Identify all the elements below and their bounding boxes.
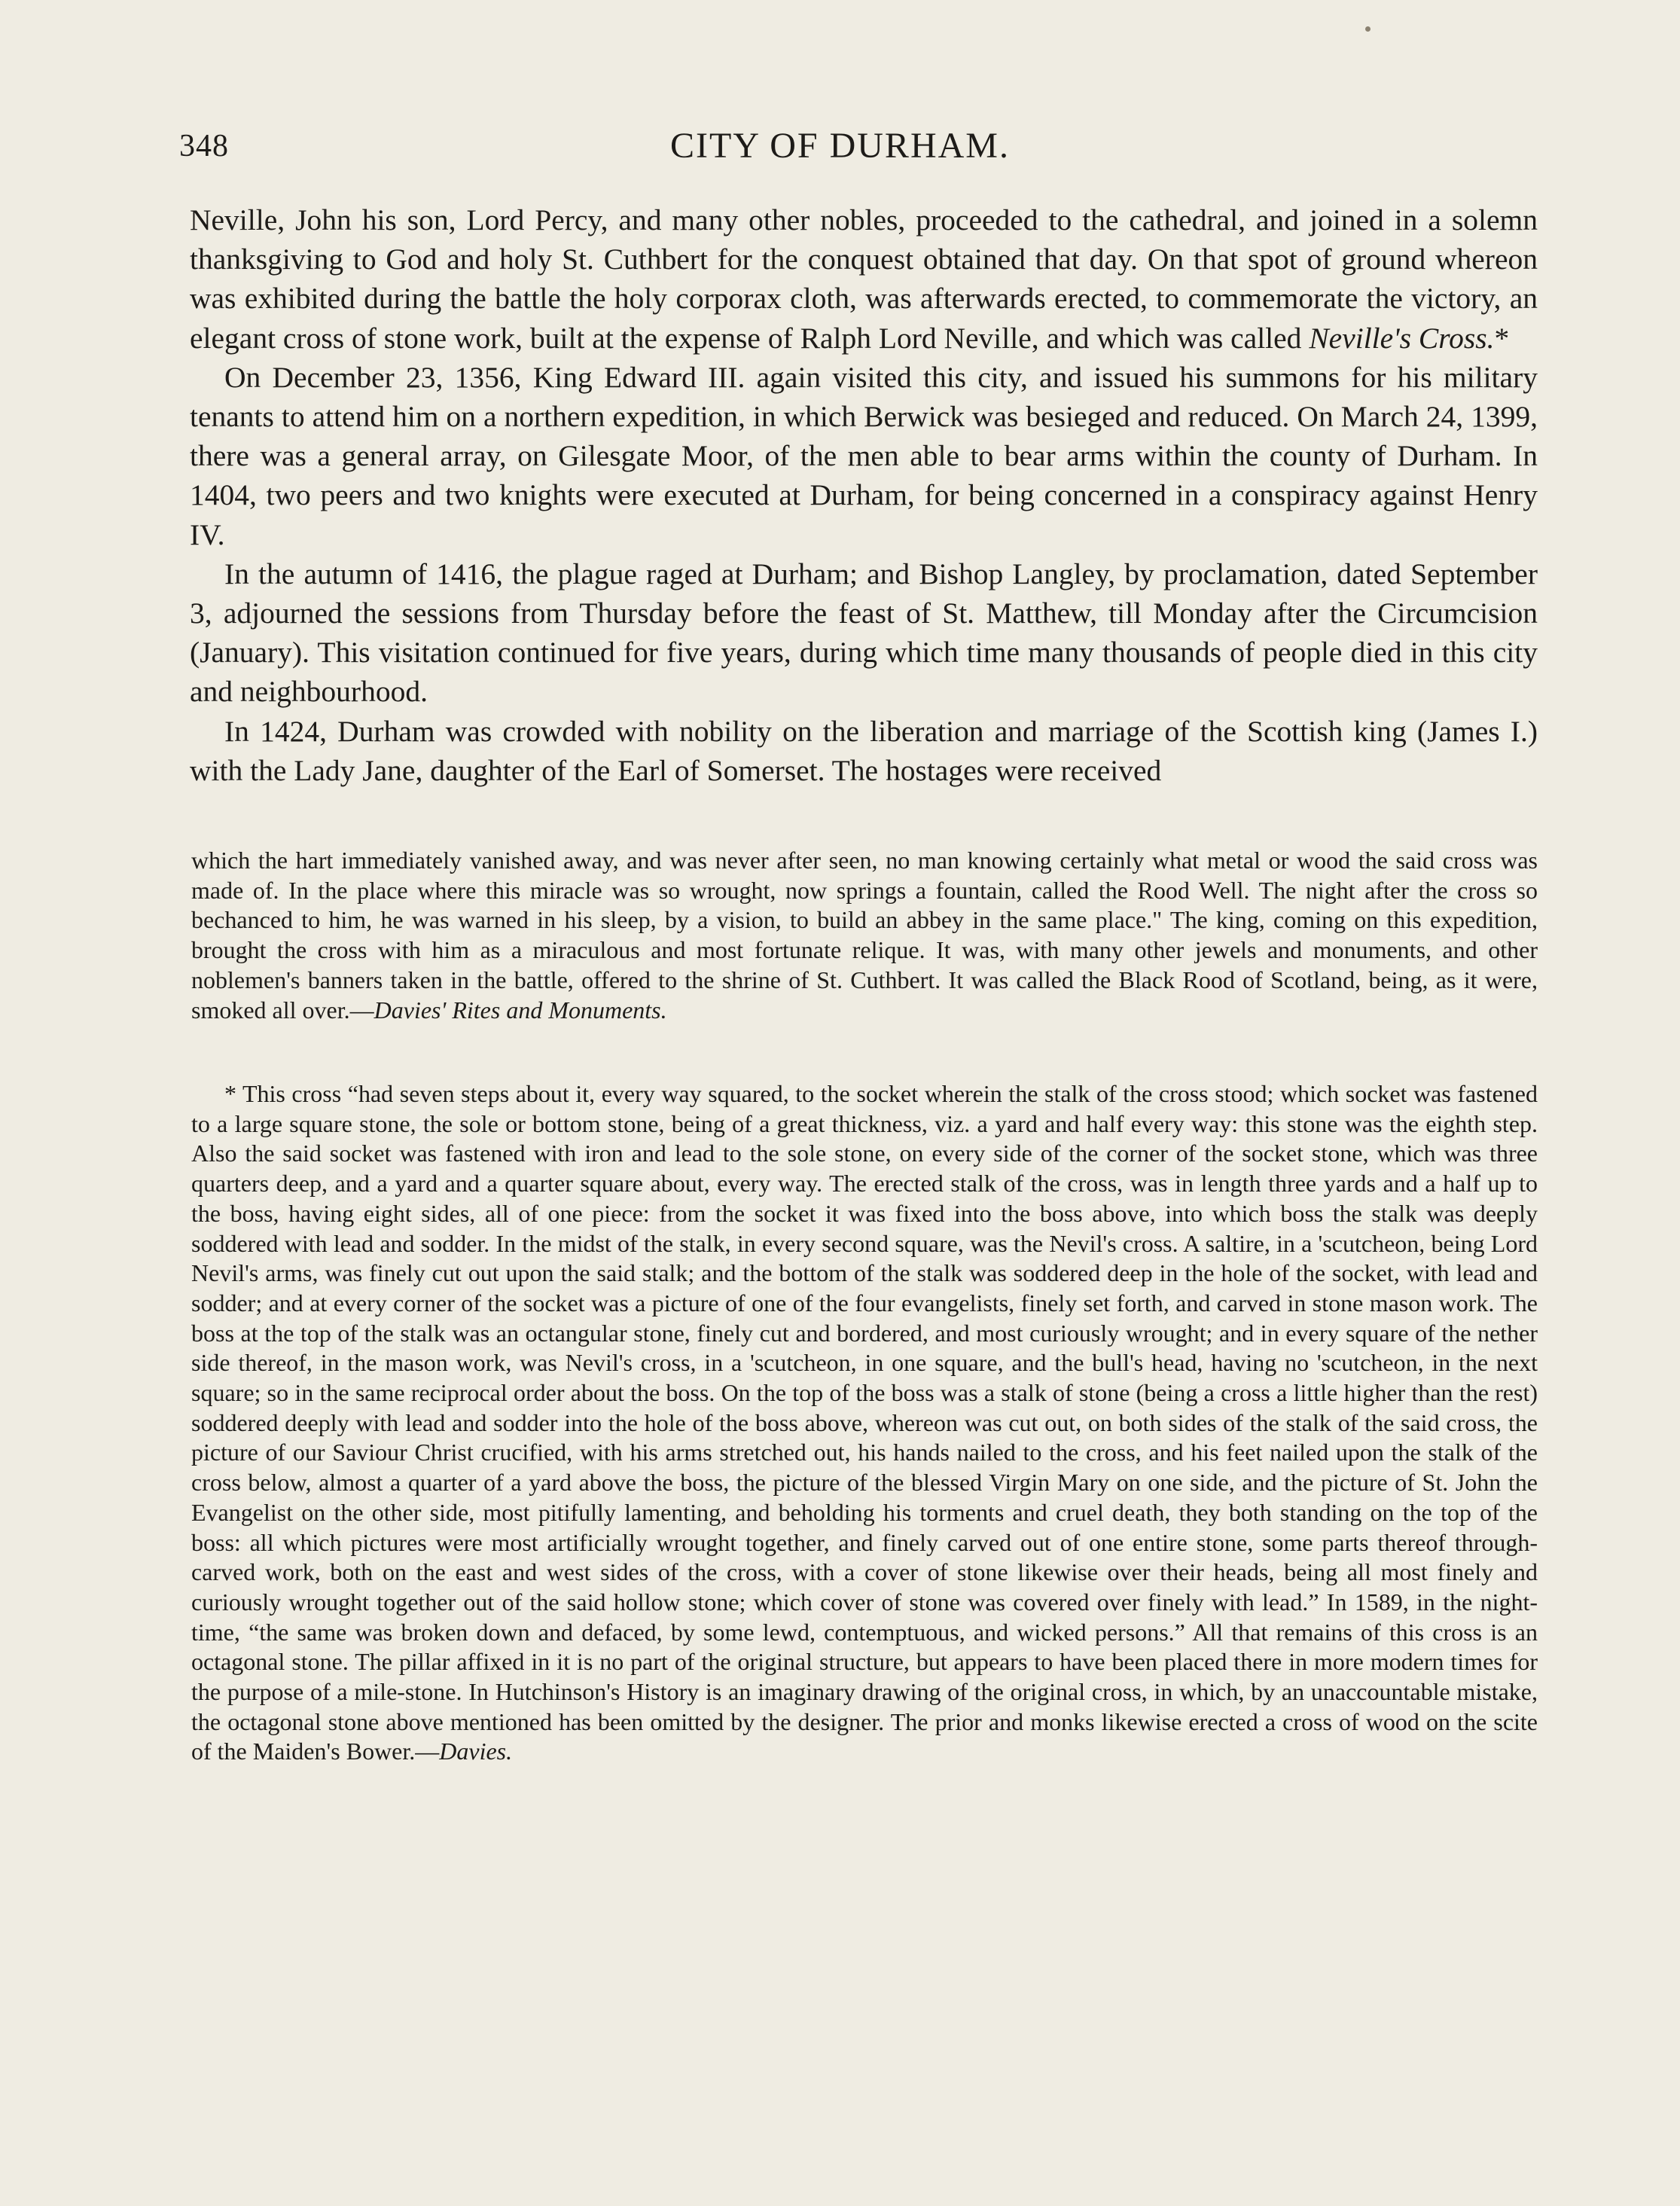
footnote-continued-text (191, 846, 1538, 1025)
paragraph-james-marriage: In 1424, Durham was crowded with nobility on the liberation and marriage of the Scottish king (James I.) with the Lady Jane, daughter of the Earl of Somerset. The hostages were received (190, 714, 1538, 787)
footnote-continued (191, 846, 1538, 1025)
footnote-mark: * (224, 1080, 236, 1107)
paragraph-edward-visit: On December 23, 1356, King Edward III. again visited this city, and issued his summons for his military tenants to attend him on a northern expedition, in which Berwick was besieged and reduced. On March 24, 1399, there was a general array, on Gilesgate Moor, of the men able to bear arms within the county of Durham. In 1404, two peers and two knights were executed at Durham, for being concerned in a conspiracy against Henry IV. (190, 360, 1538, 551)
main-text (190, 200, 1538, 790)
paragraph-plague: In the autumn of 1416, the plague raged at Durham; and Bishop Langley, by proclamation, dated September 3, adjourned the sessions from Thursday before the feast of St. Matthew, till Monday after the Circumcision (January). This visitation continued for five years, during which time many thousands of people died in this city and neighbourhood. (190, 557, 1538, 709)
footnote-source: Davies' Rites and Monuments. (374, 996, 667, 1024)
paragraph-neville-cross (190, 200, 1538, 358)
footnote-star-text (191, 1079, 1538, 1767)
neville-cross-italic: Neville's Cross. (1309, 321, 1495, 355)
running-head-title: CITY OF DURHAM. (670, 126, 1010, 166)
footnote-mark: * (1494, 321, 1510, 355)
page-number: 348 (179, 129, 229, 163)
footnote-text: which the hart immediately vanished away, and was never after seen, no man knowing certainly what metal or wood the said cross was made of. In the place where this miracle was so wrought, now springs a fountain, called the Rood Well. The night after the cross so bechanced to him, he was warned in his sleep, by a vision, to build an abbey in the same place." The king, coming on this expedition, brought the cross with him as a miraculous and most fortunate relique. It was, with many other jewels and monuments, and other noblemen's banners taken in the battle, offered to the shrine of St. Cuthbert. It was called the Black Rood of Scotland, being, as it were, smoked all over.— (191, 847, 1538, 1024)
paper-speck (1365, 26, 1371, 32)
footnote-star (191, 1079, 1538, 1767)
paragraph-text: Neville, John his son, Lord Percy, and many other nobles, proceeded to the cathedral, and joined in a solemn thanksgiving to God and holy St. Cuthbert for the conquest obtained that day. On that spot of ground whereon was exhibited during the battle the holy corporax cloth, was afterwards erected, to commemorate the victory, an elegant cross of stone work, built at the expense of Ralph Lord Neville, and which was called (190, 203, 1538, 355)
footnote-text: This cross “had seven steps about it, every way squared, to the socket wherein the stalk of the cross stood; which socket was fastened to a large square stone, the sole or bottom stone, being of a great thickness, viz. a yard and half every way: this stone was the eighth step. Also the said socket was fastened with iron and lead to the sole stone, on every side of the corner of the socket stone, which was three quarters deep, and a yard and a quarter square about, every way. The erected stalk of the cross, was in length three yards and a half up to the boss, having eight sides, all of one piece: from the socket it was fixed into the boss above, into which boss the stalk was deeply soddered with lead and sodder. In the midst of the stalk, in every second square, was the Nevil's cross. A saltire, in a 'scutcheon, being Lord Nevil's arms, was finely cut out upon the said stalk; and the bottom of the stalk was soddered deep in the hole of the socket, with lead and sodder; and at every corner of the socket was a picture of one of the four evangelists, finely set forth, and carved in stone mason work. The boss at the top of the stalk was an octangular stone, finely cut and bordered, and most curiously wrought; and in every square of the nether side thereof, in the mason work, was Nevil's cross, in a 'scutcheon, in one square, and the bull's head, having no 'scutcheon, in the next square; so in the same reciprocal order about the boss. On the top of the boss was a stalk of stone (being a cross a little higher than the rest) soddered deeply with lead and sodder into the hole of the boss above, whereon was cut out, on both sides of the stalk of the said cross, the picture of our Saviour Christ crucified, with his arms stretched out, his hands nailed to the cross, and his feet nailed upon the stalk of the cross below, almost a quarter of a yard above the boss, the picture of the blessed Virgin Mary on one side, and the picture of St. John the Evangelist on the other side, most pitifully lamenting, and beholding his torments and cruel death, they both standing on the top of the boss: all which pictures were most artificially wrought together, and finely carved out of one entire stone, some parts thereof through-carved work, both on the east and west sides of the cross, with a cover of stone likewise over their heads, being all most finely and curiously wrought together out of the said hollow stone; which cover of stone was covered over finely with lead.” In 1589, in the night-time, “the same was broken down and defaced, by some lewd, contemptuous, and wicked persons.” All that remains of this cross is an octagonal stone. The pillar affixed in it is no part of the original structure, but appears to have been placed there in more modern times for the purpose of a mile-stone. In Hutchinson's History is an imaginary drawing of the original cross, in which, by an unaccountable mistake, the octagonal stone above mentioned has been omitted by the designer. The prior and monks likewise erected a cross of wood on the scite of the Maiden's Bower.— (191, 1080, 1538, 1765)
footnote-source: Davies. (439, 1738, 513, 1765)
